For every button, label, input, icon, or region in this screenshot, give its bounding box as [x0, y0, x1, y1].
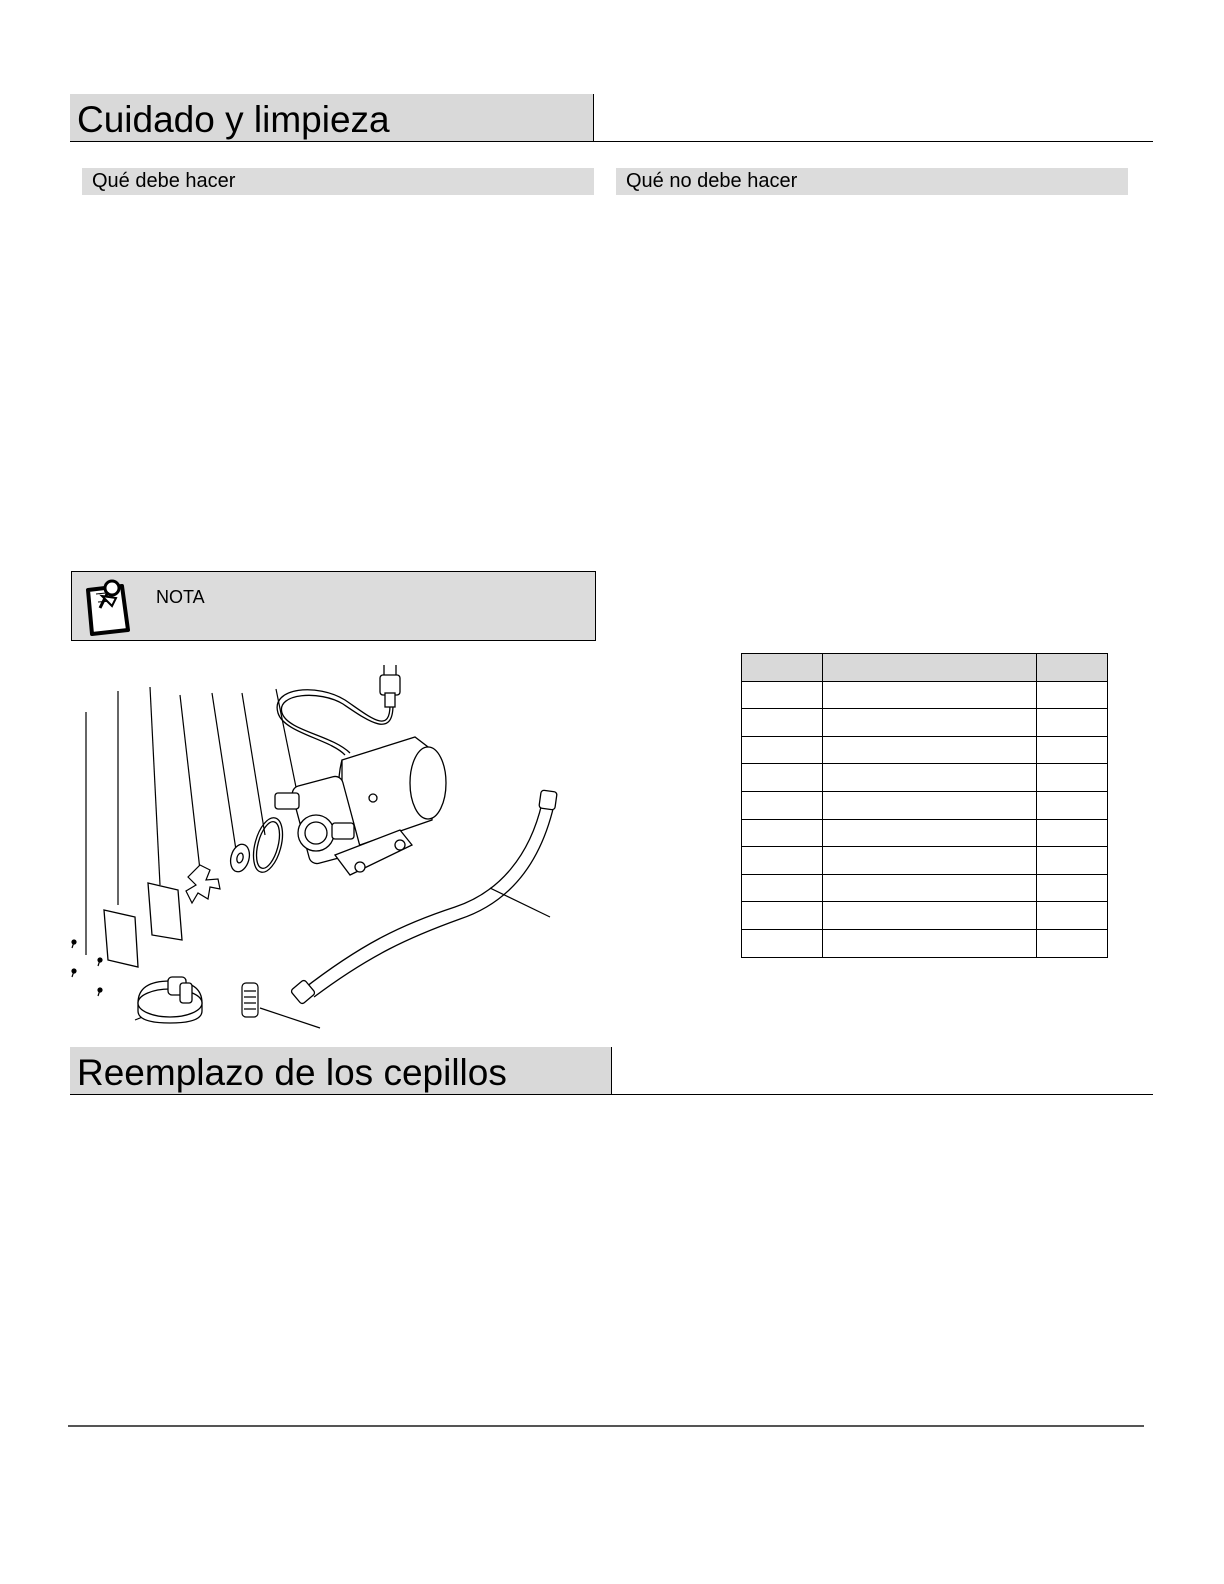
- leader-line-strainer: [260, 1008, 320, 1028]
- brushes-section-header: [70, 1047, 1153, 1095]
- table-row: [742, 874, 1108, 902]
- care-title: Cuidado y limpieza: [77, 99, 390, 140]
- care-title-box: [70, 94, 594, 142]
- brushes-title: Reemplazo de los cepillos: [77, 1052, 507, 1093]
- table-row: [742, 681, 1108, 709]
- leader-line-5: [212, 693, 236, 850]
- note-box: [71, 571, 596, 641]
- cover-plate-1: [104, 910, 138, 967]
- leader-line-hose: [490, 888, 550, 917]
- o-ring: [248, 815, 288, 876]
- footer-rule: [68, 1425, 1144, 1427]
- strainer: [242, 983, 258, 1017]
- dont-heading: Qué no debe hacer: [626, 170, 798, 192]
- care-header-rule: [70, 141, 1153, 143]
- table-row: [742, 764, 1108, 792]
- leader-line-7: [276, 689, 298, 797]
- parts-table: [741, 653, 1108, 958]
- inlet-cover: [138, 977, 202, 1023]
- note-label: NOTA: [156, 587, 205, 607]
- pump-exploded-diagram: [60, 655, 580, 1040]
- table-row: [742, 902, 1108, 930]
- table-row: [742, 847, 1108, 875]
- cover-plate-2: [148, 883, 182, 940]
- brushes-title-box: [70, 1047, 612, 1095]
- table-header-row: [742, 654, 1108, 682]
- power-cord: [277, 665, 400, 755]
- leader-line-6: [242, 693, 265, 835]
- table-row: [742, 929, 1108, 957]
- dont-heading-bar: [616, 168, 1128, 195]
- care-section-header: [70, 94, 1153, 142]
- screws: [72, 940, 102, 996]
- leader-line-3: [150, 687, 160, 885]
- gasket: [228, 842, 253, 874]
- table-row: [742, 791, 1108, 819]
- leader-line-4: [180, 695, 200, 870]
- table-row: [742, 709, 1108, 737]
- table-row: [742, 736, 1108, 764]
- impeller: [186, 865, 220, 903]
- table-row: [742, 819, 1108, 847]
- brushes-header-rule: [70, 1094, 1153, 1096]
- pump-motor: [275, 737, 446, 875]
- pushpin-note-icon: [82, 576, 134, 636]
- do-heading: Qué debe hacer: [92, 170, 236, 192]
- do-heading-bar: [82, 168, 594, 195]
